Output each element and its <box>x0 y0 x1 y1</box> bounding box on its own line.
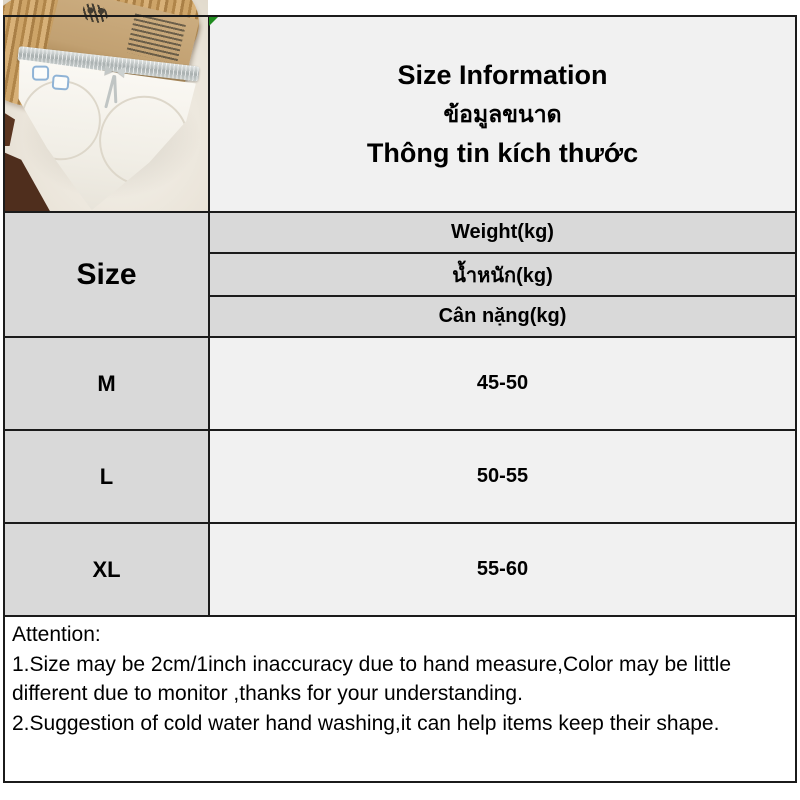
weight-header-english: Weight(kg) <box>210 213 795 254</box>
size-xl-label: XL <box>5 524 210 617</box>
size-table <box>3 15 797 783</box>
size-l-label: L <box>5 431 210 524</box>
size-xl-weight: 55-60 <box>210 524 795 617</box>
photo-cell <box>5 17 210 213</box>
attention-note-1: 1.Size may be 2cm/1inch inaccuracy due to hand measure,Color may be little different due to monitor ,thanks for your understanding. <box>12 652 732 705</box>
weight-header-vietnamese: Cân nặng(kg) <box>210 297 795 338</box>
weight-header-thai: น้ำหนัก(kg) <box>210 254 795 297</box>
title-thai: ข้อมูลขนาด <box>443 100 562 127</box>
cell-flag-triangle-icon <box>209 17 218 26</box>
attention-note-2: 2.Suggestion of cold water hand washing,it can help items keep their shape. <box>12 711 720 735</box>
attention-note <box>5 617 795 781</box>
title-cell <box>210 17 795 213</box>
size-column-header: Size <box>5 213 210 338</box>
title-vietnamese: Thông tin kích thước <box>366 137 639 168</box>
size-l-weight: 50-55 <box>210 431 795 524</box>
size-m-weight: 45-50 <box>210 338 795 431</box>
attention-heading: Attention: <box>12 623 101 646</box>
size-m-label: M <box>5 338 210 431</box>
title-english: Size Information <box>397 59 608 90</box>
